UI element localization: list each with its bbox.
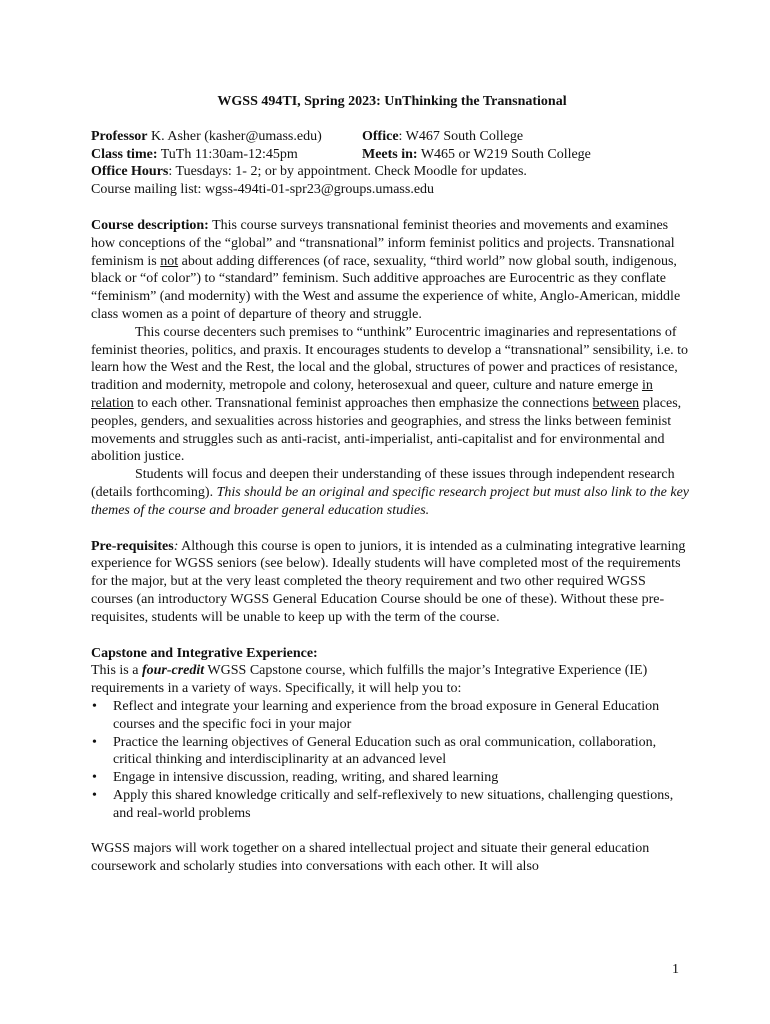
list-item: • Practice the learning objectives of General Education such as oral communication, collaboration, critical thinking and interdisciplinarity at an advanced level xyxy=(92,734,657,768)
prerequisites-label: Pre-requisites xyxy=(91,538,174,554)
prerequisites-section: Pre-requisites: Although this course is open to juniors, it is intended as a culminating integrative learning experience for WGSS seniors (see below). Ideally students will have completed most of the requirements for the major, but at the very least completed the theory requirement and two other required WGSS courses (an introductory WGSS General Education Course should be one of these). Without these pre-requisites, students will be unable to keep up with the term of the course. xyxy=(91,538,686,625)
research-note: This should be an original and specific research project but must also link to the key themes of the course and broader general education studies. xyxy=(91,484,690,518)
info-row-professor xyxy=(91,128,691,146)
emphasis-in-relation: in relation xyxy=(91,378,653,411)
meets-label: Meets in: xyxy=(362,146,418,162)
class-time-value: TuTh 11:30am-12:45pm xyxy=(157,146,298,162)
office-value: : W467 South College xyxy=(398,128,524,144)
list-item: • Reflect and integrate your learning and experience from the broad exposure in General Education courses and the specific foci in your major xyxy=(92,698,660,732)
prerequisites-text: Although this course is open to juniors, it is intended as a culminating integrative learning experience for WGSS seniors (see below). Ideally students will have completed most of the requirements for the major, but at the very least completed the theory requirement and two other required WGSS courses (an introductory WGSS General Education Course should be one of these). Without these pre-requisites, students will be unable to keep up with the term of the course. xyxy=(91,538,686,625)
capstone-intro: This is a four-credit WGSS Capstone course, which fulfills the major’s Integrative Experience (IE) requirements in a variety of ways. Specifically, it will help you to: xyxy=(91,663,648,697)
closing-paragraph: WGSS majors will work together on a shared intellectual project and situate their general education coursework and scholarly studies into conversations with each other. It will also xyxy=(91,841,650,875)
capstone-section xyxy=(91,645,691,823)
description-paragraph-1: Course description: This course surveys transnational feminist theories and movements and examines how conceptions of the “global” and “transnational” inform feminist politics and projects. Transnational feminism is not about adding differences (of race, sexuality, “third world” now global south, indigenous, black or “of color”) to “standard” feminism. Such additive approaches are Eurocentric as they conflate “feminism” (and modernity) with the West and assume the experience of white, Anglo-American, middle class women as a point of departure of theory and struggle. xyxy=(91,217,681,322)
bullet-icon: • xyxy=(92,698,97,714)
office-label: Office xyxy=(362,128,399,144)
list-item: • Apply this shared knowledge critically and self-reflexively to new situations, challenging questions, and real-world problems xyxy=(92,787,674,821)
capstone-bullet-list xyxy=(91,698,691,823)
capstone-heading: Capstone and Integrative Experience: xyxy=(91,645,318,661)
syllabus-page xyxy=(91,93,691,876)
page-number: 1 xyxy=(672,962,679,977)
bullet-icon: • xyxy=(92,787,97,803)
professor-label: Professor xyxy=(91,128,148,144)
meets-value: W465 or W219 South College xyxy=(417,146,591,162)
course-description-section xyxy=(91,217,691,520)
course-title: WGSS 494TI, Spring 2023: UnThinking the Transnational xyxy=(217,94,567,109)
mailing-list-line: Course mailing list: wgss-494ti-01-spr23@groups.umass.edu xyxy=(91,182,435,198)
professor-value: K. Asher (kasher@umass.edu) xyxy=(147,128,322,144)
emphasis-between: between xyxy=(592,395,640,411)
info-row-class-time xyxy=(91,146,691,164)
office-hours-value: : Tuesdays: 1- 2; or by appointment. Check Moodle for updates. xyxy=(168,164,527,180)
office-hours-label: Office Hours xyxy=(91,164,169,180)
list-item: • Engage in intensive discussion, reading, writing, and shared learning xyxy=(92,770,499,786)
bullet-icon: • xyxy=(92,734,97,750)
class-time-label: Class time: xyxy=(91,146,158,162)
bullet-icon: • xyxy=(92,770,97,786)
description-paragraph-3: Students will focus and deepen their understanding of these issues through independent research (details forthcoming). This should be an original and specific research project but must also link to the key themes of the course and broader general education studies. xyxy=(91,467,690,518)
description-label: Course description: xyxy=(91,217,209,233)
description-paragraph-2: This course decenters such premises to “unthink” Eurocentric imaginaries and representations of feminist theories, politics, and praxis. It encourages students to develop a “transnational” sensibility, i.e. to learn how the West and the Rest, the local and the global, structures of power and practices of resistance, tradition and modernity, metropole and colony, heterosexual and queer, culture and nature emerge in relation to each other. Transnational feminist approaches then emphasize the connections between places, peoples, genders, and sexualities across histories and geographies, and stress the links between feminist movements and struggles such as anti-racist, anti-imperialist, anti-capitalist and for environmental and abolition justice. xyxy=(91,324,689,465)
office-hours-line xyxy=(91,163,691,181)
emphasis-not: not xyxy=(160,253,179,269)
four-credit-emphasis: four-credit xyxy=(141,663,205,679)
closing-section xyxy=(91,840,691,876)
